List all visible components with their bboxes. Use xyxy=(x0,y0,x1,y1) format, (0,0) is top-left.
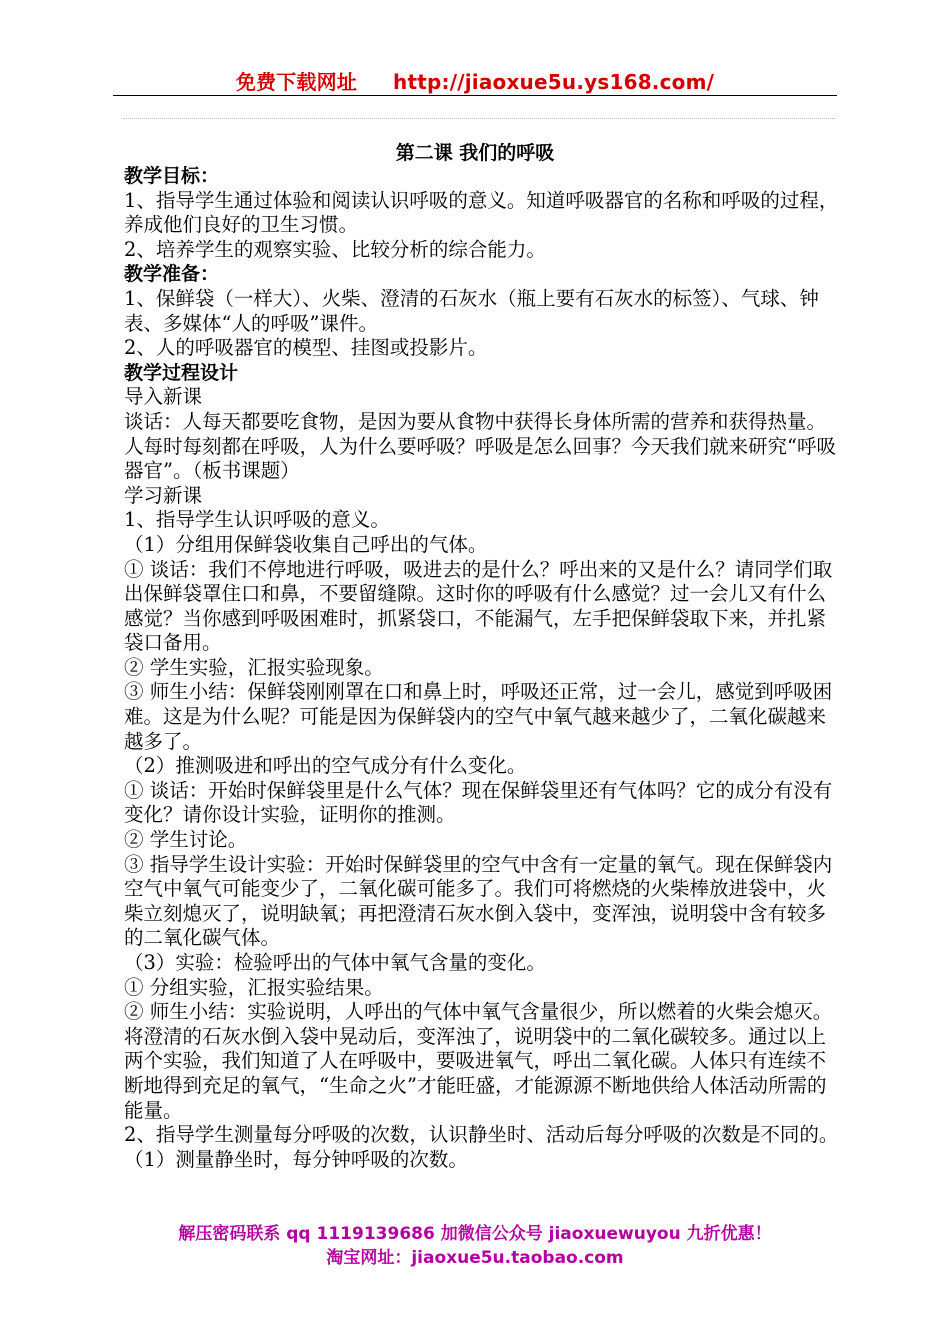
learn-heading: 学习新课 xyxy=(124,483,203,507)
substep: （3）实验：检验呼出的气体中氧气含量的变化。 xyxy=(124,951,546,974)
goal-item: 2、培养学生的观察实验、比较分析的综合能力。 xyxy=(124,237,546,261)
substep-item: ② 师生小结：实验说明，人呼出的气体中氧气含量很少，所以燃着的火柴会熄灭。将澄清的石灰水倒入袋中晃动后，变浑浊了，说明袋中的二氧化碳较多。通过以上两个实验，我们知道了人在呼吸中，要吸进氧气，呼出二氧化碳。人体只有连续不断地得到充足的氧气，“生命之火”才能旺盛，才能源源不断地供给人体活动所需的能量。 xyxy=(124,1000,833,1122)
goal-item: 1、指导学生通过体验和阅读认识呼吸的意义。知道呼吸器官的名称和呼吸的过程，养成他们良好的卫生习惯。 xyxy=(124,188,839,237)
intro-text: 谈话：人每天都要吃食物，是因为要从食物中获得长身体所需的营养和获得热量。人每时每刻都在呼吸，人为什么要呼吸？呼吸是怎么回事？今天我们就来研究“呼吸器官”。（板书课题） xyxy=(124,409,836,483)
prep-item: 2、人的呼吸器官的模型、挂图或投影片。 xyxy=(124,336,488,360)
step: 2、指导学生测量每分呼吸的次数，认识静坐时、活动后每分呼吸的次数是不同的。 xyxy=(124,1123,839,1147)
goals-heading: 教学目标： xyxy=(124,165,220,187)
substep-item: ③ 师生小结：保鲜袋刚刚罩在口和鼻上时，呼吸还正常，过一会儿，感觉到呼吸困难。这是为什么呢？可能是因为保鲜袋内的空气中氧气越来越少了，二氧化碳越来越多了。 xyxy=(124,680,833,753)
download-banner xyxy=(0,66,950,95)
header-divider xyxy=(113,95,837,96)
prep-item: 1、保鲜袋（一样大）、火柴、澄清的石灰水（瓶上要有石灰水的标签）、气球、钟表、多媒体“人的呼吸”课件。 xyxy=(124,286,819,335)
process-heading: 教学过程设计 xyxy=(124,361,239,384)
prep-heading: 教学准备： xyxy=(124,263,220,286)
footer-shop-link[interactable]: 淘宝网址：jiaoxue5u.taobao.com xyxy=(326,1248,624,1268)
substep-item: ③ 指导学生设计实验：开始时保鲜袋里的空气中含有一定量的氧气。现在保鲜袋内空气中氧气可能变少了，二氧化碳可能多了。我们可将燃烧的火柴棒放进袋中，火柴立刻熄灭了，说明缺氧；再把澄清石灰水倒入袋中，变浑浊，说明袋中含有较多的二氧化碳气体。 xyxy=(124,852,833,950)
substep-item: ① 分组实验，汇报实验结果。 xyxy=(124,975,384,999)
substep-item: ② 学生讨论。 xyxy=(124,828,248,852)
lesson-body xyxy=(124,164,842,1172)
download-label: 免费下载网址 xyxy=(235,70,358,94)
substep: （1）分组用保鲜袋收集自己呼出的气体。 xyxy=(124,532,488,556)
substep-item: ① 谈话：我们不停地进行呼吸，吸进去的是什么？呼出来的又是什么？请同学们取出保鲜袋罩住口和鼻，不要留缝隙。这时你的呼吸有什么感觉？过一会儿又有什么感觉？当你感到呼吸困难时，抓紧袋口，不能漏气，左手把保鲜袋取下来，并扎紧袋口备用。 xyxy=(124,557,833,655)
substep: （2）推测吸进和呼出的空气成分有什么变化。 xyxy=(124,754,527,778)
substep-item: ② 学生实验，汇报实验现象。 xyxy=(124,655,384,679)
dotted-divider xyxy=(123,118,835,119)
intro-heading: 导入新课 xyxy=(124,385,203,409)
footer-contact: 解压密码联系 qq 1119139686 加微信公众号 jiaoxuewuyou 九折优惠！ xyxy=(178,1224,772,1244)
download-url-link[interactable]: http://jiaoxue5u.ys168.com/ xyxy=(393,70,715,94)
lesson-title: 第二课 我们的呼吸 xyxy=(395,142,555,164)
substep: （1）测量静坐时，每分钟呼吸的次数。 xyxy=(124,1147,468,1171)
substep-item: ① 谈话：开始时保鲜袋里是什么气体？现在保鲜袋里还有气体吗？它的成分有没有变化？请你设计实验，证明你的推测。 xyxy=(124,778,833,827)
step: 1、指导学生认识呼吸的意义。 xyxy=(124,508,390,532)
